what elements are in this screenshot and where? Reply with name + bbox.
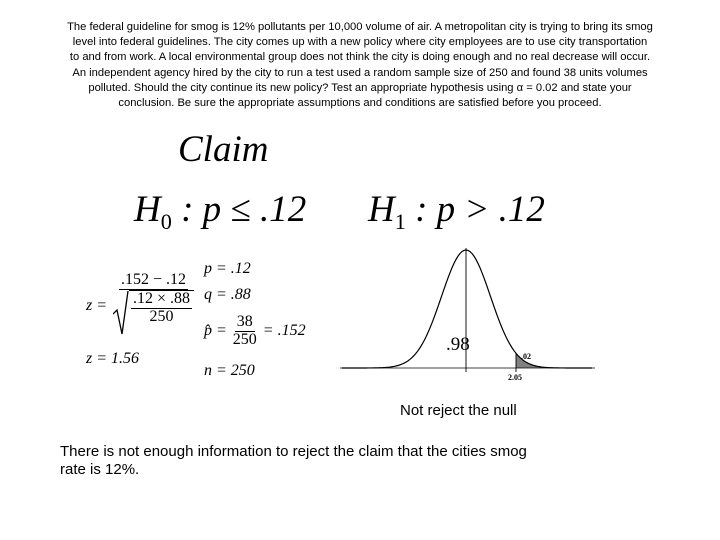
decision: Not reject the null (400, 402, 517, 419)
phat-value: = .152 (262, 322, 306, 340)
conclusion-line: There is not enough information to reject the claim that the cities smog (60, 443, 527, 460)
alternative-hypothesis (368, 188, 545, 235)
z-numerator: .152 − .12 (121, 271, 187, 288)
null-hypothesis (134, 188, 306, 235)
problem-line: to and from work. A local environmental group does not think the city is doing enough and no real decrease will occur. (69, 51, 651, 64)
problem-line: The federal guideline for smog is 12% pollutants per 10,000 volume of air. A metropolitan city is trying to bring its smog (67, 21, 653, 33)
z-denominator (111, 290, 196, 341)
h0-symbol: H (134, 189, 161, 230)
h1-body: : p > .12 (415, 189, 545, 230)
param-q: q = .88 (204, 286, 251, 303)
phat-fraction (231, 314, 259, 349)
phat-label: p̂ = (204, 322, 227, 340)
body-area-label: .98 (446, 334, 470, 355)
h0-body: : p ≤ .12 (181, 189, 307, 230)
param-n: n = 250 (204, 362, 255, 379)
phat-numerator: 38 (236, 313, 253, 330)
h0-subscript: 0 (160, 208, 172, 234)
h1-subscript: 1 (394, 208, 406, 234)
variance-numerator: .12 × .88 (133, 289, 191, 307)
critical-value-label: 2.05 (508, 373, 522, 382)
problem-line: conclusion. Be sure the appropriate assumptions and conditions are satisfied before you proceed. (118, 97, 602, 110)
phat-denominator: 250 (232, 330, 257, 348)
z-formula (86, 272, 196, 341)
param-phat (204, 314, 306, 349)
variance-denominator: 250 (149, 307, 174, 325)
normal-curve-graph (340, 244, 600, 384)
param-p: p = .12 (204, 260, 251, 277)
sqrt-content (129, 290, 194, 341)
problem-statement (6, 20, 714, 111)
z-result: z = 1.56 (86, 350, 140, 367)
problem-line: An independent agency hired by the city to run a test used a random sample size of 250 and found 38 units volumes (72, 66, 648, 79)
sqrt-sign (113, 290, 194, 341)
z-label: z = (86, 297, 108, 315)
claim-heading: Claim (178, 129, 269, 170)
z-fraction (111, 272, 196, 341)
radical-icon (113, 290, 129, 341)
tail-area-label: .02 (521, 352, 531, 361)
h1-symbol: H (368, 189, 395, 230)
conclusion (60, 443, 600, 479)
problem-line: polluted. Should the city continue its new policy? Test an appropriate hypothesis using α = 0.02 and state your (88, 81, 632, 94)
conclusion-line: rate is 12%. (60, 461, 140, 478)
problem-line: level into federal guidelines. The city comes up with a new policy where city employees are to use city transportation (72, 36, 648, 49)
variance-fraction (131, 291, 192, 326)
